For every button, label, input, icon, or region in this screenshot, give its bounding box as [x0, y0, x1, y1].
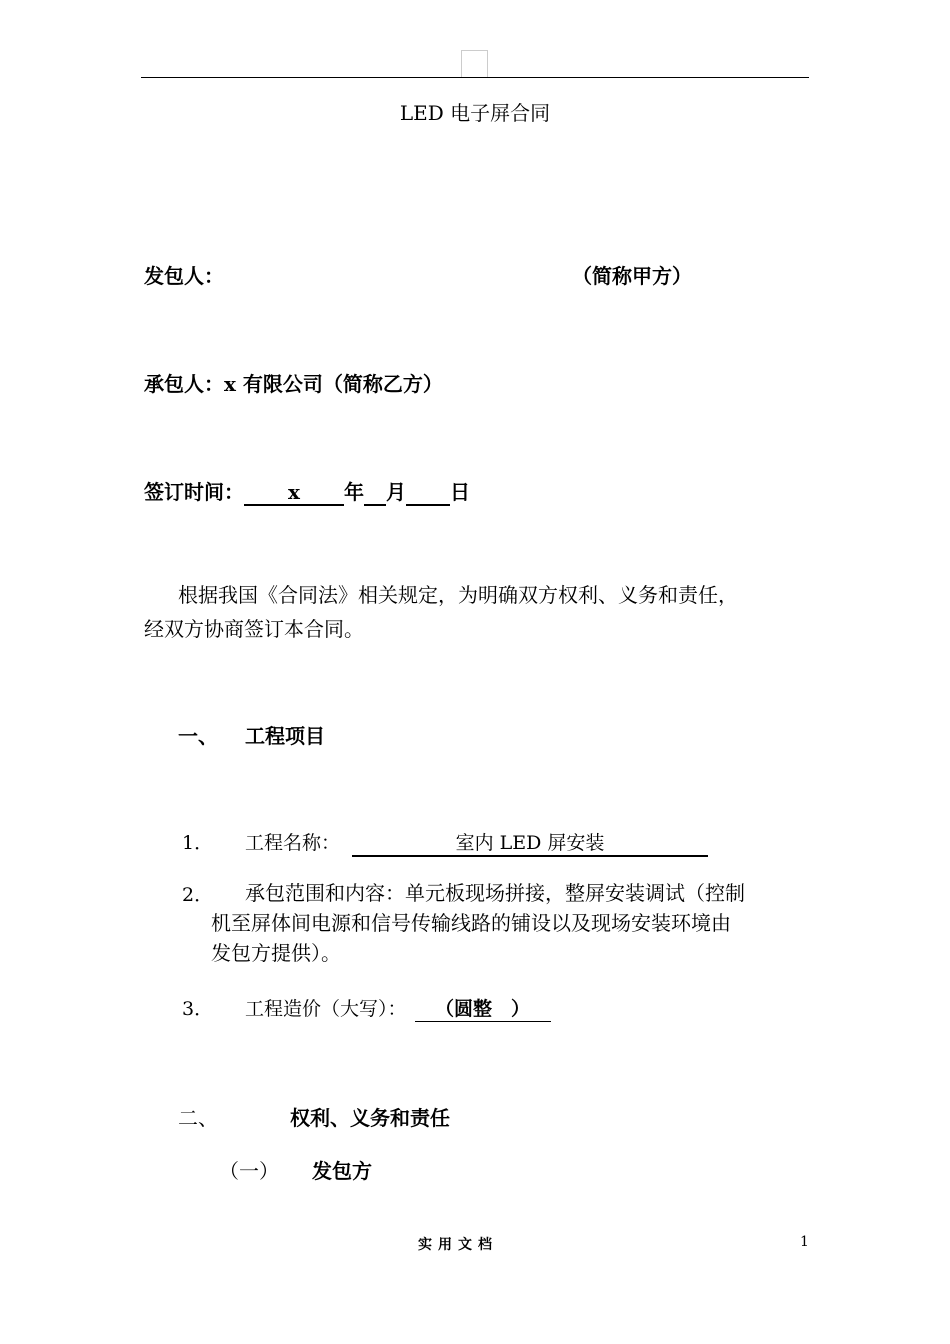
- contractor-line: 承包人：x 有限公司（简称乙方）: [144, 372, 443, 396]
- day-label: 日: [450, 480, 470, 504]
- section-2-number: 二、: [178, 1106, 218, 1130]
- day-blank: [406, 480, 450, 506]
- item-1-line: [245, 828, 708, 857]
- item-1-number: 1．: [182, 832, 214, 854]
- item-2-line-3: 发包方提供）。: [211, 941, 341, 965]
- intro-line-1: 根据我国《合同法》相关规定，为明确双方权利、义务和责任，: [178, 583, 738, 607]
- sign-label: 签订时间：: [144, 480, 244, 504]
- section-2-title: 权利、义务和责任: [290, 1106, 450, 1130]
- page-number: 1: [800, 1234, 809, 1250]
- subsection-title: 发包方: [312, 1159, 372, 1183]
- employer-label: 发包人：: [144, 264, 224, 288]
- item-2-line-2: 机至屏体间电源和信号传输线路的铺设以及现场安装环境由: [211, 911, 731, 935]
- item-2-number: 2．: [182, 884, 214, 906]
- item-3-label: 工程造价（大写）：: [245, 998, 407, 1020]
- subsection-number: （一）: [219, 1159, 279, 1183]
- sign-date-line: [144, 476, 470, 506]
- item-3-number: 3．: [182, 998, 214, 1020]
- sign-year-blank: x: [244, 480, 344, 506]
- item-1-value: 室内 LED 屏安装: [352, 831, 708, 857]
- item-1-label: 工程名称：: [245, 832, 341, 854]
- employer-short: （简称甲方）: [572, 264, 692, 288]
- header-rule: [141, 77, 809, 78]
- item-2-line-1: 承包范围和内容：单元板现场拼接，整屏安装调试（控制: [245, 881, 745, 905]
- intro-line-2: 经双方协商签订本合同。: [144, 617, 364, 641]
- section-1-title: 工程项目: [245, 724, 325, 748]
- document-title: LED 电子屏合同: [399, 101, 551, 125]
- header-box: [461, 50, 488, 77]
- item-3-line: [245, 994, 551, 1022]
- item-3-value: （圆整 ）: [415, 994, 551, 1022]
- month-label: 月: [386, 480, 406, 504]
- year-label: 年: [344, 480, 364, 504]
- footer-text: 实用文档: [418, 1237, 498, 1253]
- section-1-number: 一、: [178, 724, 218, 748]
- month-blank: [364, 480, 386, 506]
